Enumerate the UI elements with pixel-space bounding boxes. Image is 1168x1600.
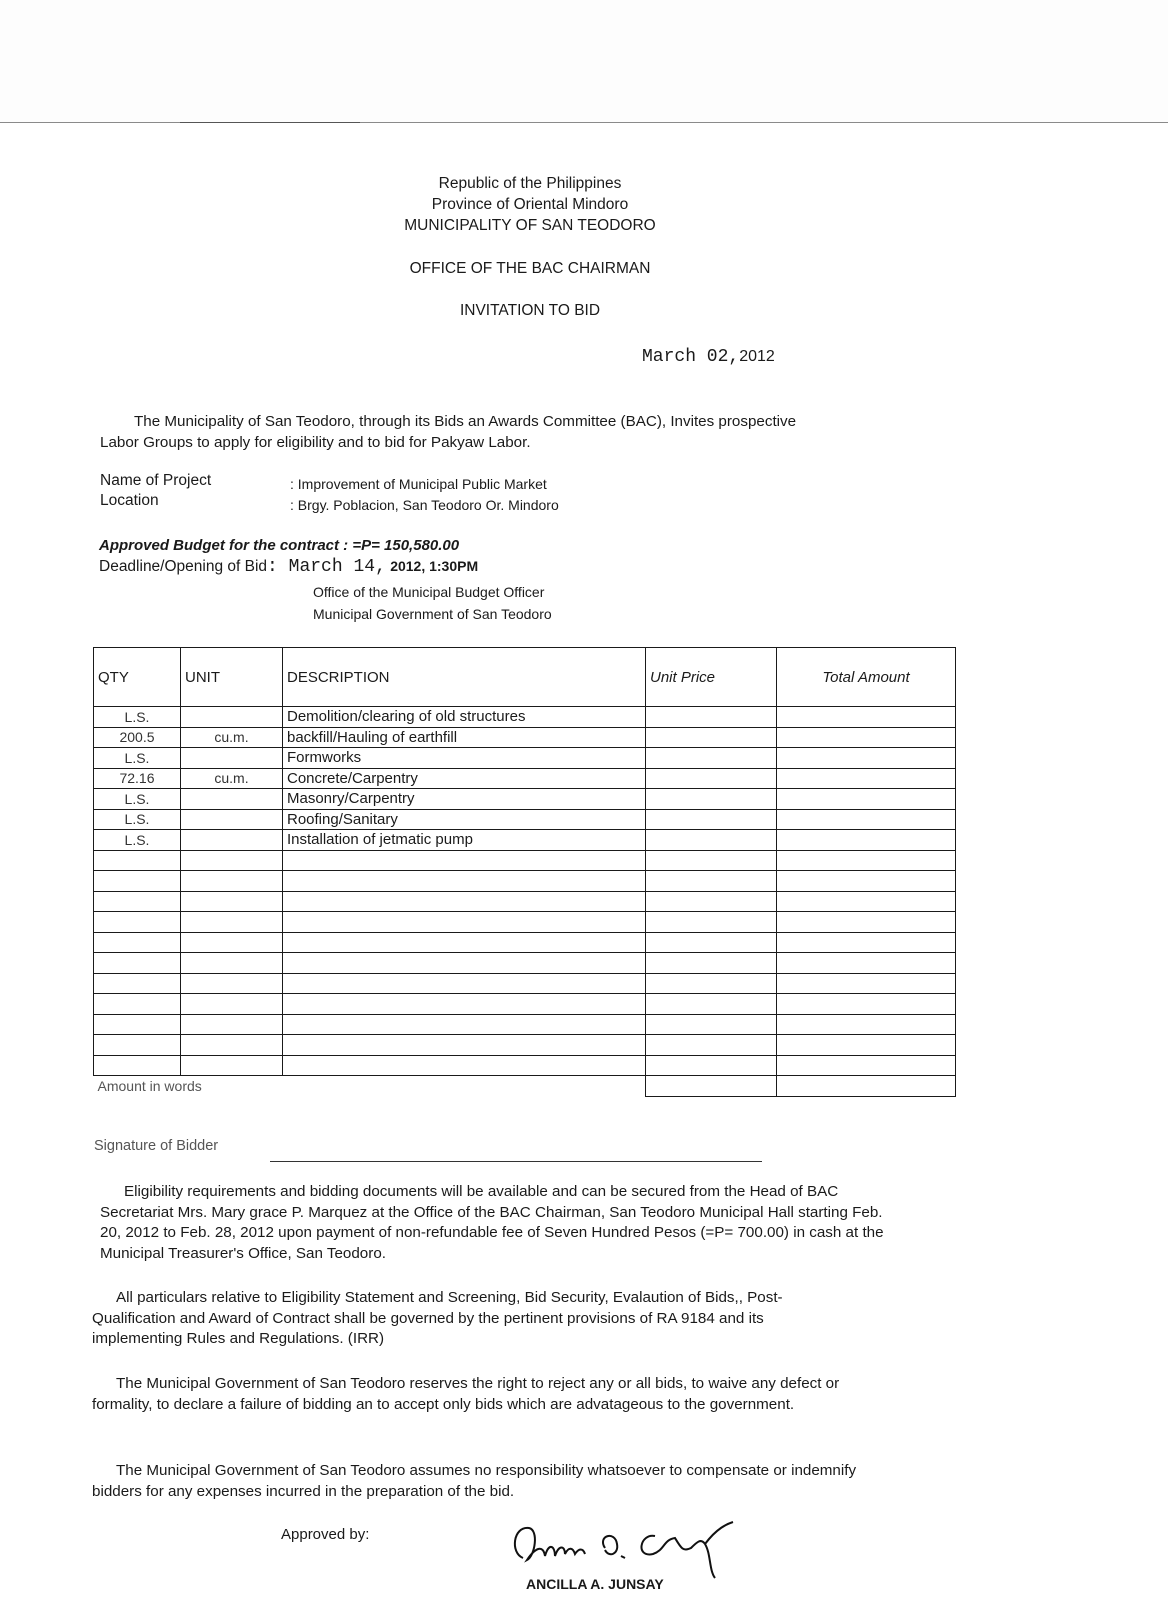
cell-description: Formworks (283, 748, 646, 769)
project-name-value: : Improvement of Municipal Public Market (290, 476, 547, 492)
deadline-label: Deadline/Opening of Bid (99, 558, 268, 575)
col-unit-price: Unit Price (646, 648, 777, 707)
header-republic: Republic of the Philippines (438, 175, 622, 192)
blank-row (94, 1035, 956, 1056)
cell-unit[interactable] (181, 850, 283, 871)
header-municipality: MUNICIPALITY OF SAN TEODORO (404, 217, 656, 234)
blank-row (94, 994, 956, 1015)
amount-in-words-field[interactable] (646, 1076, 777, 1097)
cell-qty[interactable] (94, 912, 181, 933)
table-row (94, 768, 956, 789)
table-row (94, 748, 956, 769)
cell-total-amount[interactable] (777, 1014, 956, 1035)
cell-total-amount[interactable] (777, 871, 956, 892)
cell-unit-price[interactable] (646, 871, 777, 892)
cell-total-amount[interactable] (777, 707, 956, 728)
col-qty: QTY (94, 648, 181, 707)
cell-total-amount[interactable] (777, 891, 956, 912)
cell-unit[interactable] (181, 1055, 283, 1076)
project-name-label: Name of Project (100, 472, 212, 489)
cell-qty[interactable] (94, 1014, 181, 1035)
cell-unit-price[interactable] (646, 830, 777, 851)
cell-unit[interactable] (181, 871, 283, 892)
cell-unit[interactable] (181, 1035, 283, 1056)
bid-table (93, 647, 956, 1097)
cell-qty: L.S. (94, 707, 181, 728)
cell-unit (181, 830, 283, 851)
cell-description[interactable] (283, 1014, 646, 1035)
cell-qty: L.S. (94, 789, 181, 810)
cell-qty: L.S. (94, 809, 181, 830)
cell-unit-price[interactable] (646, 912, 777, 933)
cell-total-amount[interactable] (777, 912, 956, 933)
date-year: 2012 (739, 348, 775, 365)
cell-unit (181, 809, 283, 830)
cell-qty: 200.5 (94, 727, 181, 748)
blank-row (94, 850, 956, 871)
cell-total-amount[interactable] (777, 748, 956, 769)
blank-row (94, 891, 956, 912)
signature-of-bidder-label: Signature of Bidder (94, 1138, 219, 1154)
date-typed: March 02, (642, 347, 740, 367)
cell-unit[interactable] (181, 973, 283, 994)
cell-qty: L.S. (94, 748, 181, 769)
cell-description[interactable] (283, 973, 646, 994)
cell-unit (181, 789, 283, 810)
signatory-name: ANCILLA A. JUNSAY (526, 1576, 664, 1592)
cell-description[interactable] (283, 932, 646, 953)
cell-qty: 72.16 (94, 768, 181, 789)
intro-paragraph: The Municipality of San Teodoro, through its Bids an Awards Committee (BAC), Invites prospective Labor Groups to apply for eligibility and to bid for Pakyaw Labor. (100, 413, 797, 451)
cell-unit[interactable] (181, 891, 283, 912)
cell-description: Concrete/Carpentry (283, 768, 646, 789)
cell-unit-price[interactable] (646, 707, 777, 728)
cell-unit-price[interactable] (646, 994, 777, 1015)
table-header-row (94, 648, 956, 707)
cell-description: Installation of jetmatic pump (283, 830, 646, 851)
cell-qty[interactable] (94, 891, 181, 912)
table-row (94, 830, 956, 851)
cell-total-amount[interactable] (777, 830, 956, 851)
cell-description[interactable] (283, 871, 646, 892)
deadline (99, 557, 478, 577)
cell-qty[interactable] (94, 932, 181, 953)
cell-unit[interactable] (181, 932, 283, 953)
cell-unit (181, 748, 283, 769)
cell-total-amount[interactable] (777, 1055, 956, 1076)
cell-description[interactable] (283, 1035, 646, 1056)
paragraph-responsibility: The Municipal Government of San Teodoro assumes no responsibility whatsoever to compensate or indemnify bidders for any expenses incurred in the preparation of the bid. (92, 1462, 857, 1500)
cell-unit-price[interactable] (646, 768, 777, 789)
paragraph-eligibility: Eligibility requirements and bidding documents will be available and can be secured from the Head of BAC Secretariat Mrs. Mary grace P. Marquez at the Office of the BAC Chairman, San Teodoro Municipal Hall starting Feb. 20, 2012 to Feb. 28, 2012 upon payment of non-refundable fee of Seven Hundred Pesos (=P= 700.00) in cash at the Municipal Treasurer's Office, San Teodoro. (100, 1183, 884, 1262)
cell-unit-price[interactable] (646, 891, 777, 912)
cell-unit-price[interactable] (646, 809, 777, 830)
cell-description[interactable] (283, 1055, 646, 1076)
cell-qty[interactable] (94, 953, 181, 974)
cell-unit-price[interactable] (646, 850, 777, 871)
cell-total-amount[interactable] (777, 953, 956, 974)
cell-total-amount[interactable] (777, 932, 956, 953)
approved-budget: Approved Budget for the contract : =P= 150,580.00 (99, 537, 460, 554)
blank-row (94, 973, 956, 994)
cell-unit-price[interactable] (646, 727, 777, 748)
cell-qty: L.S. (94, 830, 181, 851)
col-unit: UNIT (181, 648, 283, 707)
cell-qty[interactable] (94, 1035, 181, 1056)
cell-unit-price[interactable] (646, 1035, 777, 1056)
cell-unit-price[interactable] (646, 789, 777, 810)
handwritten-signature (505, 1518, 735, 1580)
cell-qty[interactable] (94, 1055, 181, 1076)
scan-top-margin (0, 0, 1168, 123)
cell-total-amount[interactable] (777, 809, 956, 830)
paragraph-particulars: All particulars relative to Eligibility Statement and Screening, Bid Security, Evalaution of Bids,, Post-Qualification and Award of Contract shall be governed by the pertinent provisions of RA 9184 and its implementing Rules and Regulations. (IRR) (92, 1289, 783, 1347)
cell-total-amount[interactable] (777, 850, 956, 871)
cell-qty[interactable] (94, 994, 181, 1015)
table-row (94, 789, 956, 810)
amount-in-words-label: Amount in words (94, 1076, 646, 1097)
cell-total-amount[interactable] (777, 973, 956, 994)
cell-total-amount[interactable] (777, 994, 956, 1015)
cell-unit-price[interactable] (646, 932, 777, 953)
deadline-time: 2012, 1:30PM (390, 558, 479, 574)
cell-unit[interactable] (181, 1014, 283, 1035)
cell-qty[interactable] (94, 973, 181, 994)
signature-line[interactable] (270, 1161, 762, 1162)
cell-unit-price[interactable] (646, 973, 777, 994)
document-title: INVITATION TO BID (459, 302, 601, 319)
location-value: : Brgy. Poblacion, San Teodoro Or. Mindoro (290, 497, 559, 513)
table-row (94, 727, 956, 748)
document-date (642, 347, 775, 367)
table-row (94, 707, 956, 728)
location-label: Location (100, 492, 159, 509)
cell-unit[interactable] (181, 994, 283, 1015)
cell-total-amount[interactable] (777, 1035, 956, 1056)
cell-description[interactable] (283, 994, 646, 1015)
blank-row (94, 912, 956, 933)
cell-unit: cu.m. (181, 768, 283, 789)
venue-line-1: Office of the Municipal Budget Officer (313, 584, 545, 600)
cell-unit-price[interactable] (646, 1014, 777, 1035)
cell-total-amount[interactable] (777, 768, 956, 789)
header-province: Province of Oriental Mindoro (431, 196, 629, 213)
cell-description[interactable] (283, 912, 646, 933)
cell-description[interactable] (283, 850, 646, 871)
col-total-amount: Total Amount (777, 648, 956, 707)
blank-row (94, 1014, 956, 1035)
blank-row (94, 1055, 956, 1076)
paragraph-reservation: The Municipal Government of San Teodoro reserves the right to reject any or all bids, to waive any defect or formality, to declare a failure of bidding an to accept only bids which are advatageous to the government. (92, 1375, 840, 1413)
cell-description[interactable] (283, 891, 646, 912)
blank-row (94, 871, 956, 892)
header-rule (180, 122, 360, 123)
cell-description: backfill/Hauling of earthfill (283, 727, 646, 748)
approved-by-label: Approved by: (281, 1526, 370, 1543)
cell-qty[interactable] (94, 871, 181, 892)
cell-description: Roofing/Sanitary (283, 809, 646, 830)
cell-unit[interactable] (181, 953, 283, 974)
cell-unit: cu.m. (181, 727, 283, 748)
cell-unit (181, 707, 283, 728)
col-description: DESCRIPTION (283, 648, 646, 707)
cell-description: Masonry/Carpentry (283, 789, 646, 810)
cell-total-amount[interactable] (777, 727, 956, 748)
cell-unit[interactable] (181, 912, 283, 933)
deadline-typed: : March 14, (267, 557, 386, 577)
cell-unit-price[interactable] (646, 953, 777, 974)
blank-row (94, 953, 956, 974)
blank-row (94, 932, 956, 953)
cell-description: Demolition/clearing of old structures (283, 707, 646, 728)
amount-in-words-total[interactable] (777, 1076, 956, 1097)
venue-line-2: Municipal Government of San Teodoro (313, 606, 552, 622)
table-row (94, 809, 956, 830)
cell-unit-price[interactable] (646, 1055, 777, 1076)
header-office: OFFICE OF THE BAC CHAIRMAN (409, 260, 651, 277)
cell-total-amount[interactable] (777, 789, 956, 810)
cell-qty[interactable] (94, 850, 181, 871)
cell-description[interactable] (283, 953, 646, 974)
amount-in-words-row (94, 1076, 956, 1097)
cell-unit-price[interactable] (646, 748, 777, 769)
